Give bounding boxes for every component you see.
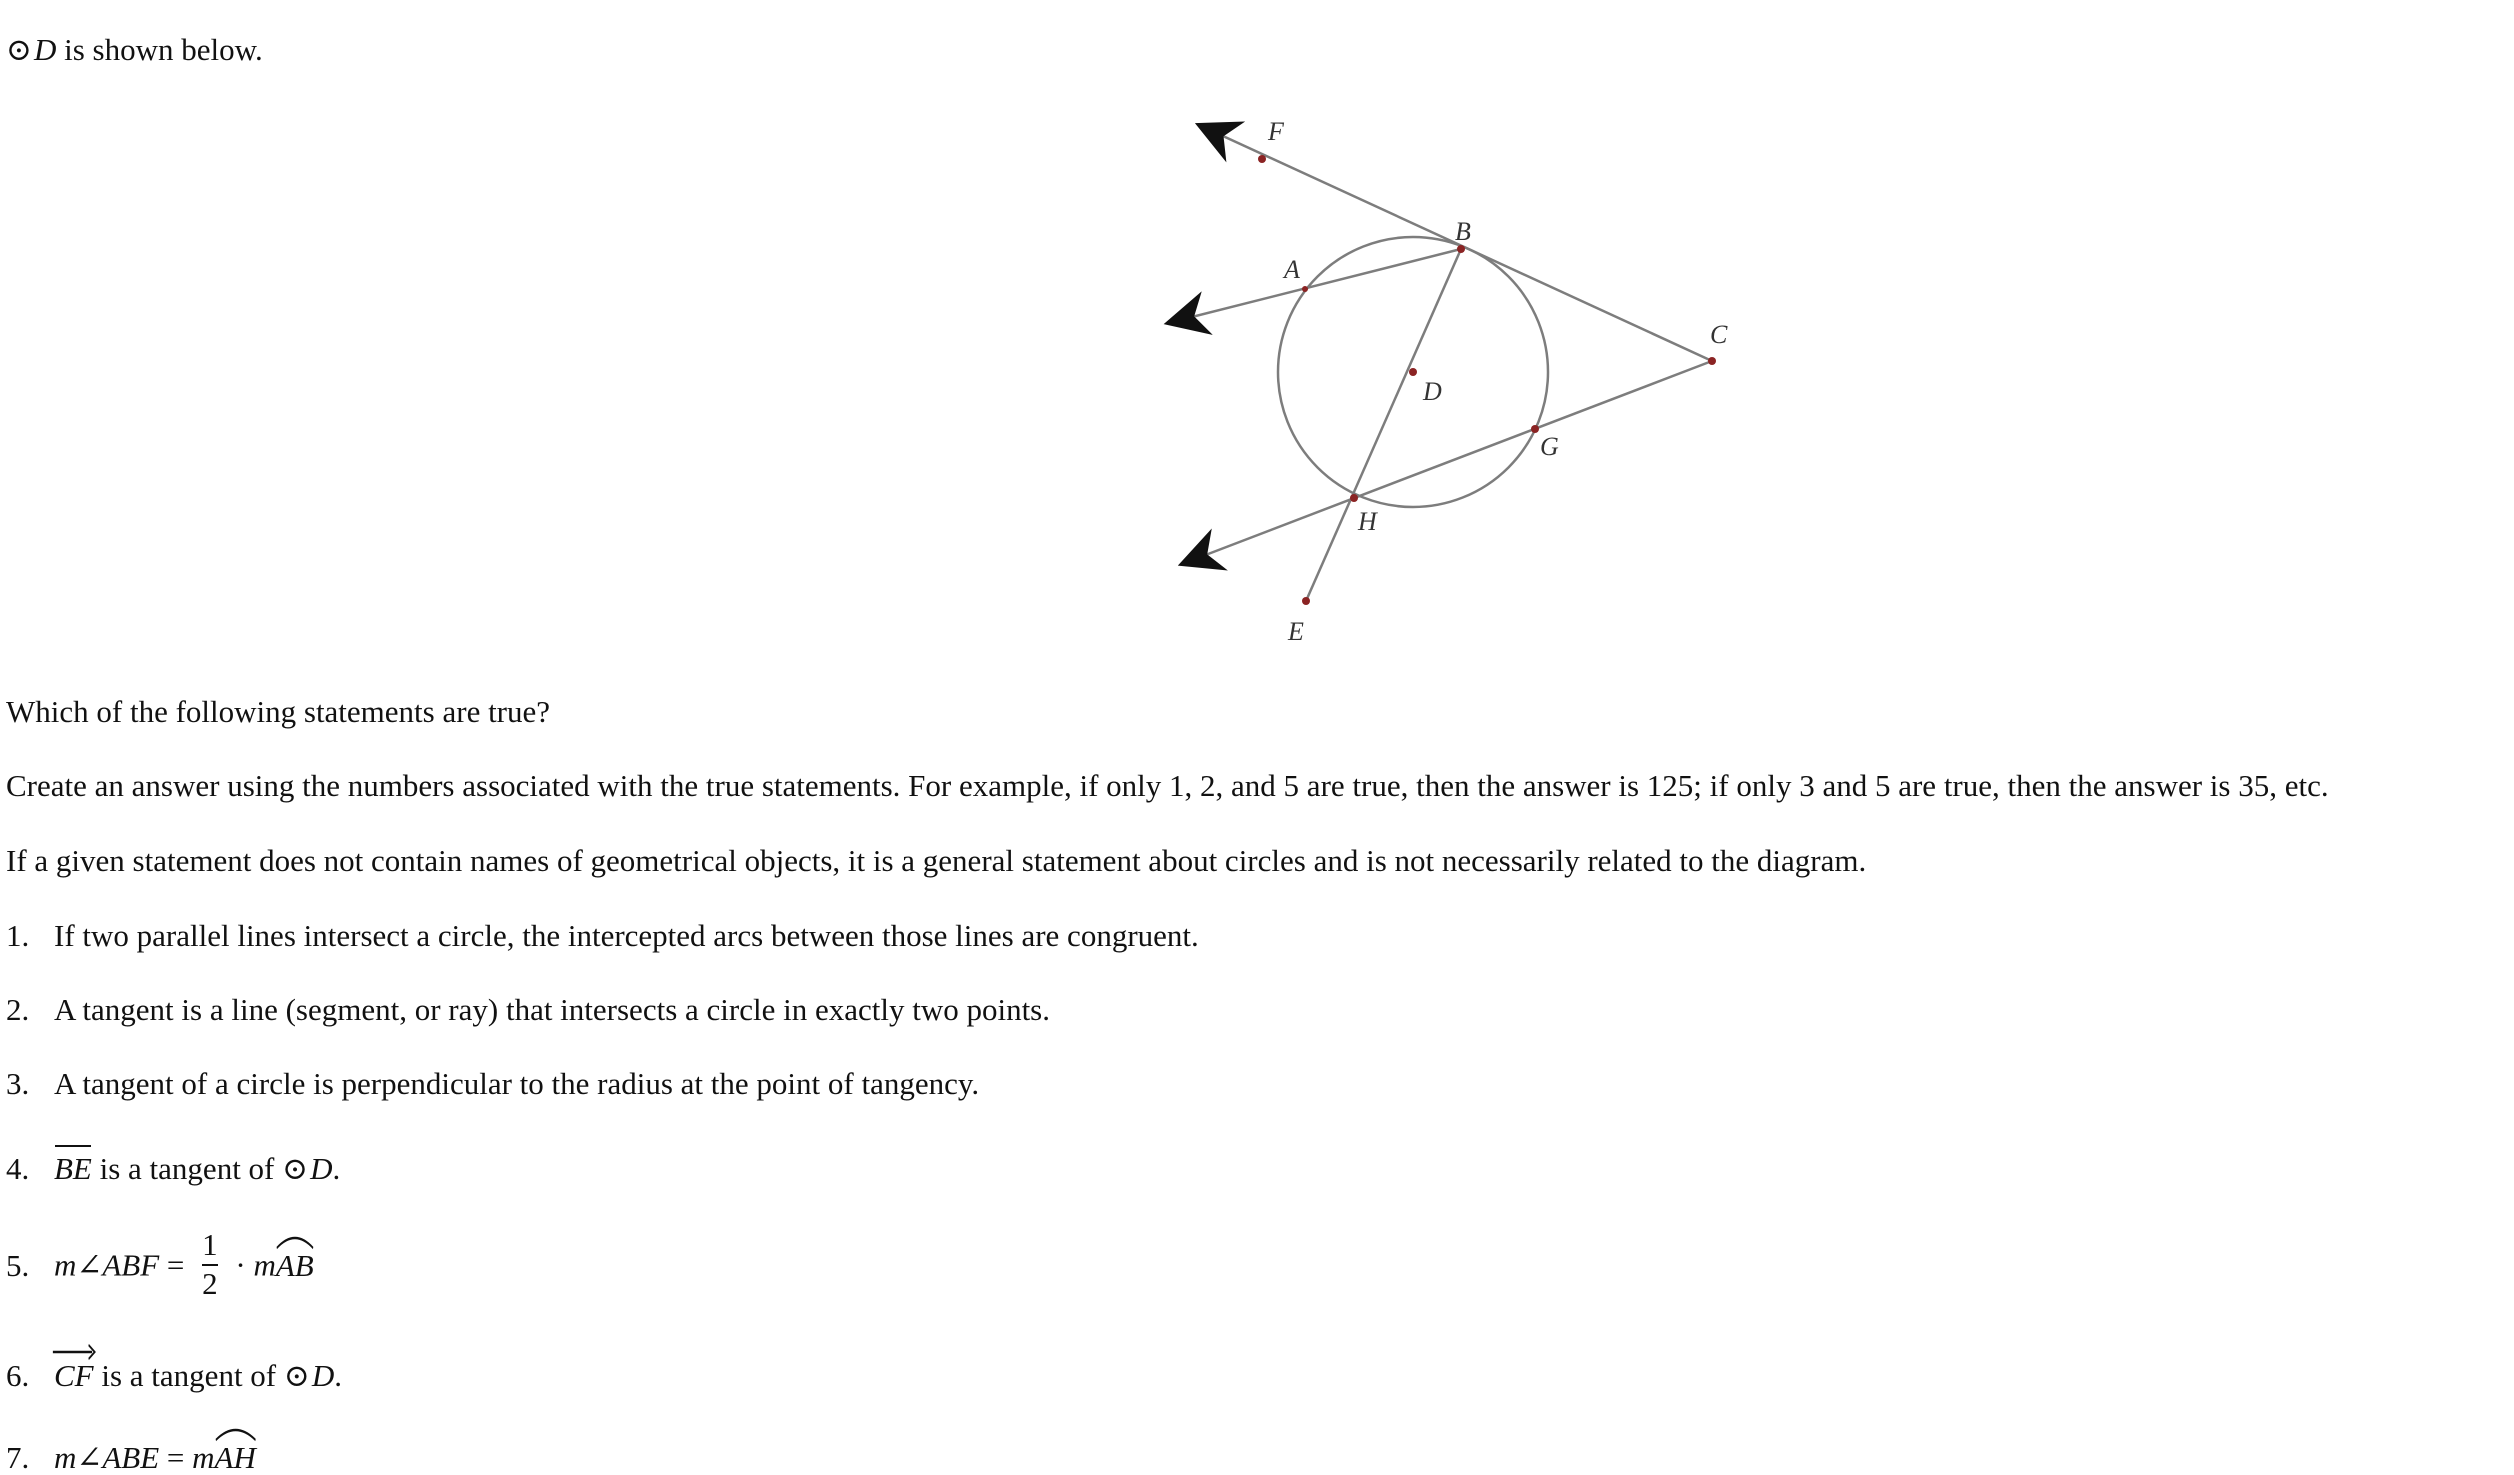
statement-3 (6, 1068, 979, 1099)
arc-symbol (276, 1232, 314, 1250)
point-f (1258, 155, 1266, 163)
ray-cf (54, 1360, 94, 1391)
statement-number: 7. (6, 1440, 30, 1475)
point-d (1409, 368, 1417, 376)
statement-end: . (332, 1151, 341, 1186)
intro-line (6, 34, 263, 65)
measure-m: m (253, 1247, 276, 1283)
statement-text: A tangent of a circle is perpendicular to the radius at the point of tangency. (54, 1066, 980, 1101)
fraction-one-half (202, 1229, 218, 1300)
point-e (1302, 597, 1310, 605)
dot-operator: · (227, 1247, 254, 1283)
intro-circle-name: D (33, 32, 57, 67)
ray-arrow-icon (52, 1340, 96, 1360)
overline-bar (55, 1145, 91, 1147)
statement-number: 4. (6, 1151, 30, 1186)
statement-number: 5. (6, 1247, 30, 1283)
circle-dot-symbol: ⊙ (282, 1151, 309, 1186)
ray-name: CF (54, 1358, 94, 1393)
angle-expression: m∠ABF (54, 1247, 160, 1283)
point-h (1350, 494, 1358, 502)
point-b (1457, 245, 1465, 253)
statement-7 (6, 1442, 256, 1473)
arc-ah (215, 1442, 256, 1473)
statement-number: 6. (6, 1358, 30, 1393)
circle-dot-symbol: ⊙ (283, 1358, 310, 1393)
angle-expression: m∠ABE (54, 1440, 160, 1475)
circle-diagram (1150, 100, 1750, 660)
circle-dot-symbol: ⊙ (6, 32, 32, 67)
circle-name: D (311, 1358, 335, 1393)
statement-6 (6, 1360, 342, 1391)
segment-be-overline (54, 1153, 92, 1184)
question-text: Which of the following statements are true? (6, 694, 551, 729)
line-ch (1182, 361, 1712, 564)
statement-1 (6, 920, 1199, 951)
label-h: H (1358, 507, 1377, 536)
label-e: E (1288, 617, 1304, 646)
segment-be (1306, 249, 1461, 601)
note-text: If a given statement does not contain names of geometrical objects, it is a general statement about circles and is not necessarily related to the diagram. (6, 843, 1867, 878)
label-d: D (1423, 377, 1442, 406)
arc-name: AB (275, 1247, 314, 1283)
circle-name: D (310, 1151, 333, 1186)
line-ba (1168, 249, 1461, 323)
statement-2 (6, 994, 1050, 1025)
arc-ab (275, 1247, 314, 1283)
statement-end: . (334, 1358, 343, 1393)
point-c (1708, 357, 1716, 365)
statement-number: 3. (6, 1066, 30, 1101)
segment-name: BE (54, 1151, 92, 1186)
measure-m: m (192, 1440, 215, 1475)
equals-sign: = (159, 1247, 193, 1283)
statement-number: 1. (6, 918, 30, 953)
label-g: G (1540, 432, 1559, 461)
label-b: B (1455, 217, 1471, 246)
statement-4 (6, 1153, 340, 1184)
point-g (1531, 425, 1539, 433)
statement-number: 2. (6, 992, 30, 1027)
statement-5 (6, 1227, 314, 1304)
equals-sign: = (159, 1440, 193, 1475)
arc-symbol (215, 1424, 256, 1442)
fraction-denominator: 2 (202, 1265, 218, 1301)
statement-text: is a tangent of (93, 1358, 284, 1393)
label-c: C (1710, 320, 1728, 349)
instructions-text: Create an answer using the numbers associated with the true statements. For example, if only 1, 2, and 5 are true, then the answer is 125; if only 3 and 5 are true, then the answer is 35, etc. (6, 768, 2329, 803)
statement-text: is a tangent of (91, 1151, 283, 1186)
fraction-numerator: 1 (202, 1227, 218, 1262)
label-f: F (1268, 117, 1284, 146)
statement-text: A tangent is a line (segment, or ray) that intersects a circle in exactly two points. (54, 992, 1050, 1027)
label-a: A (1284, 255, 1300, 284)
intro-text: is shown below. (56, 32, 263, 67)
statement-text: If two parallel lines intersect a circle, the intercepted arcs between those lines are congruent. (54, 918, 1199, 953)
point-a (1302, 286, 1308, 292)
arc-name: AH (214, 1440, 256, 1475)
